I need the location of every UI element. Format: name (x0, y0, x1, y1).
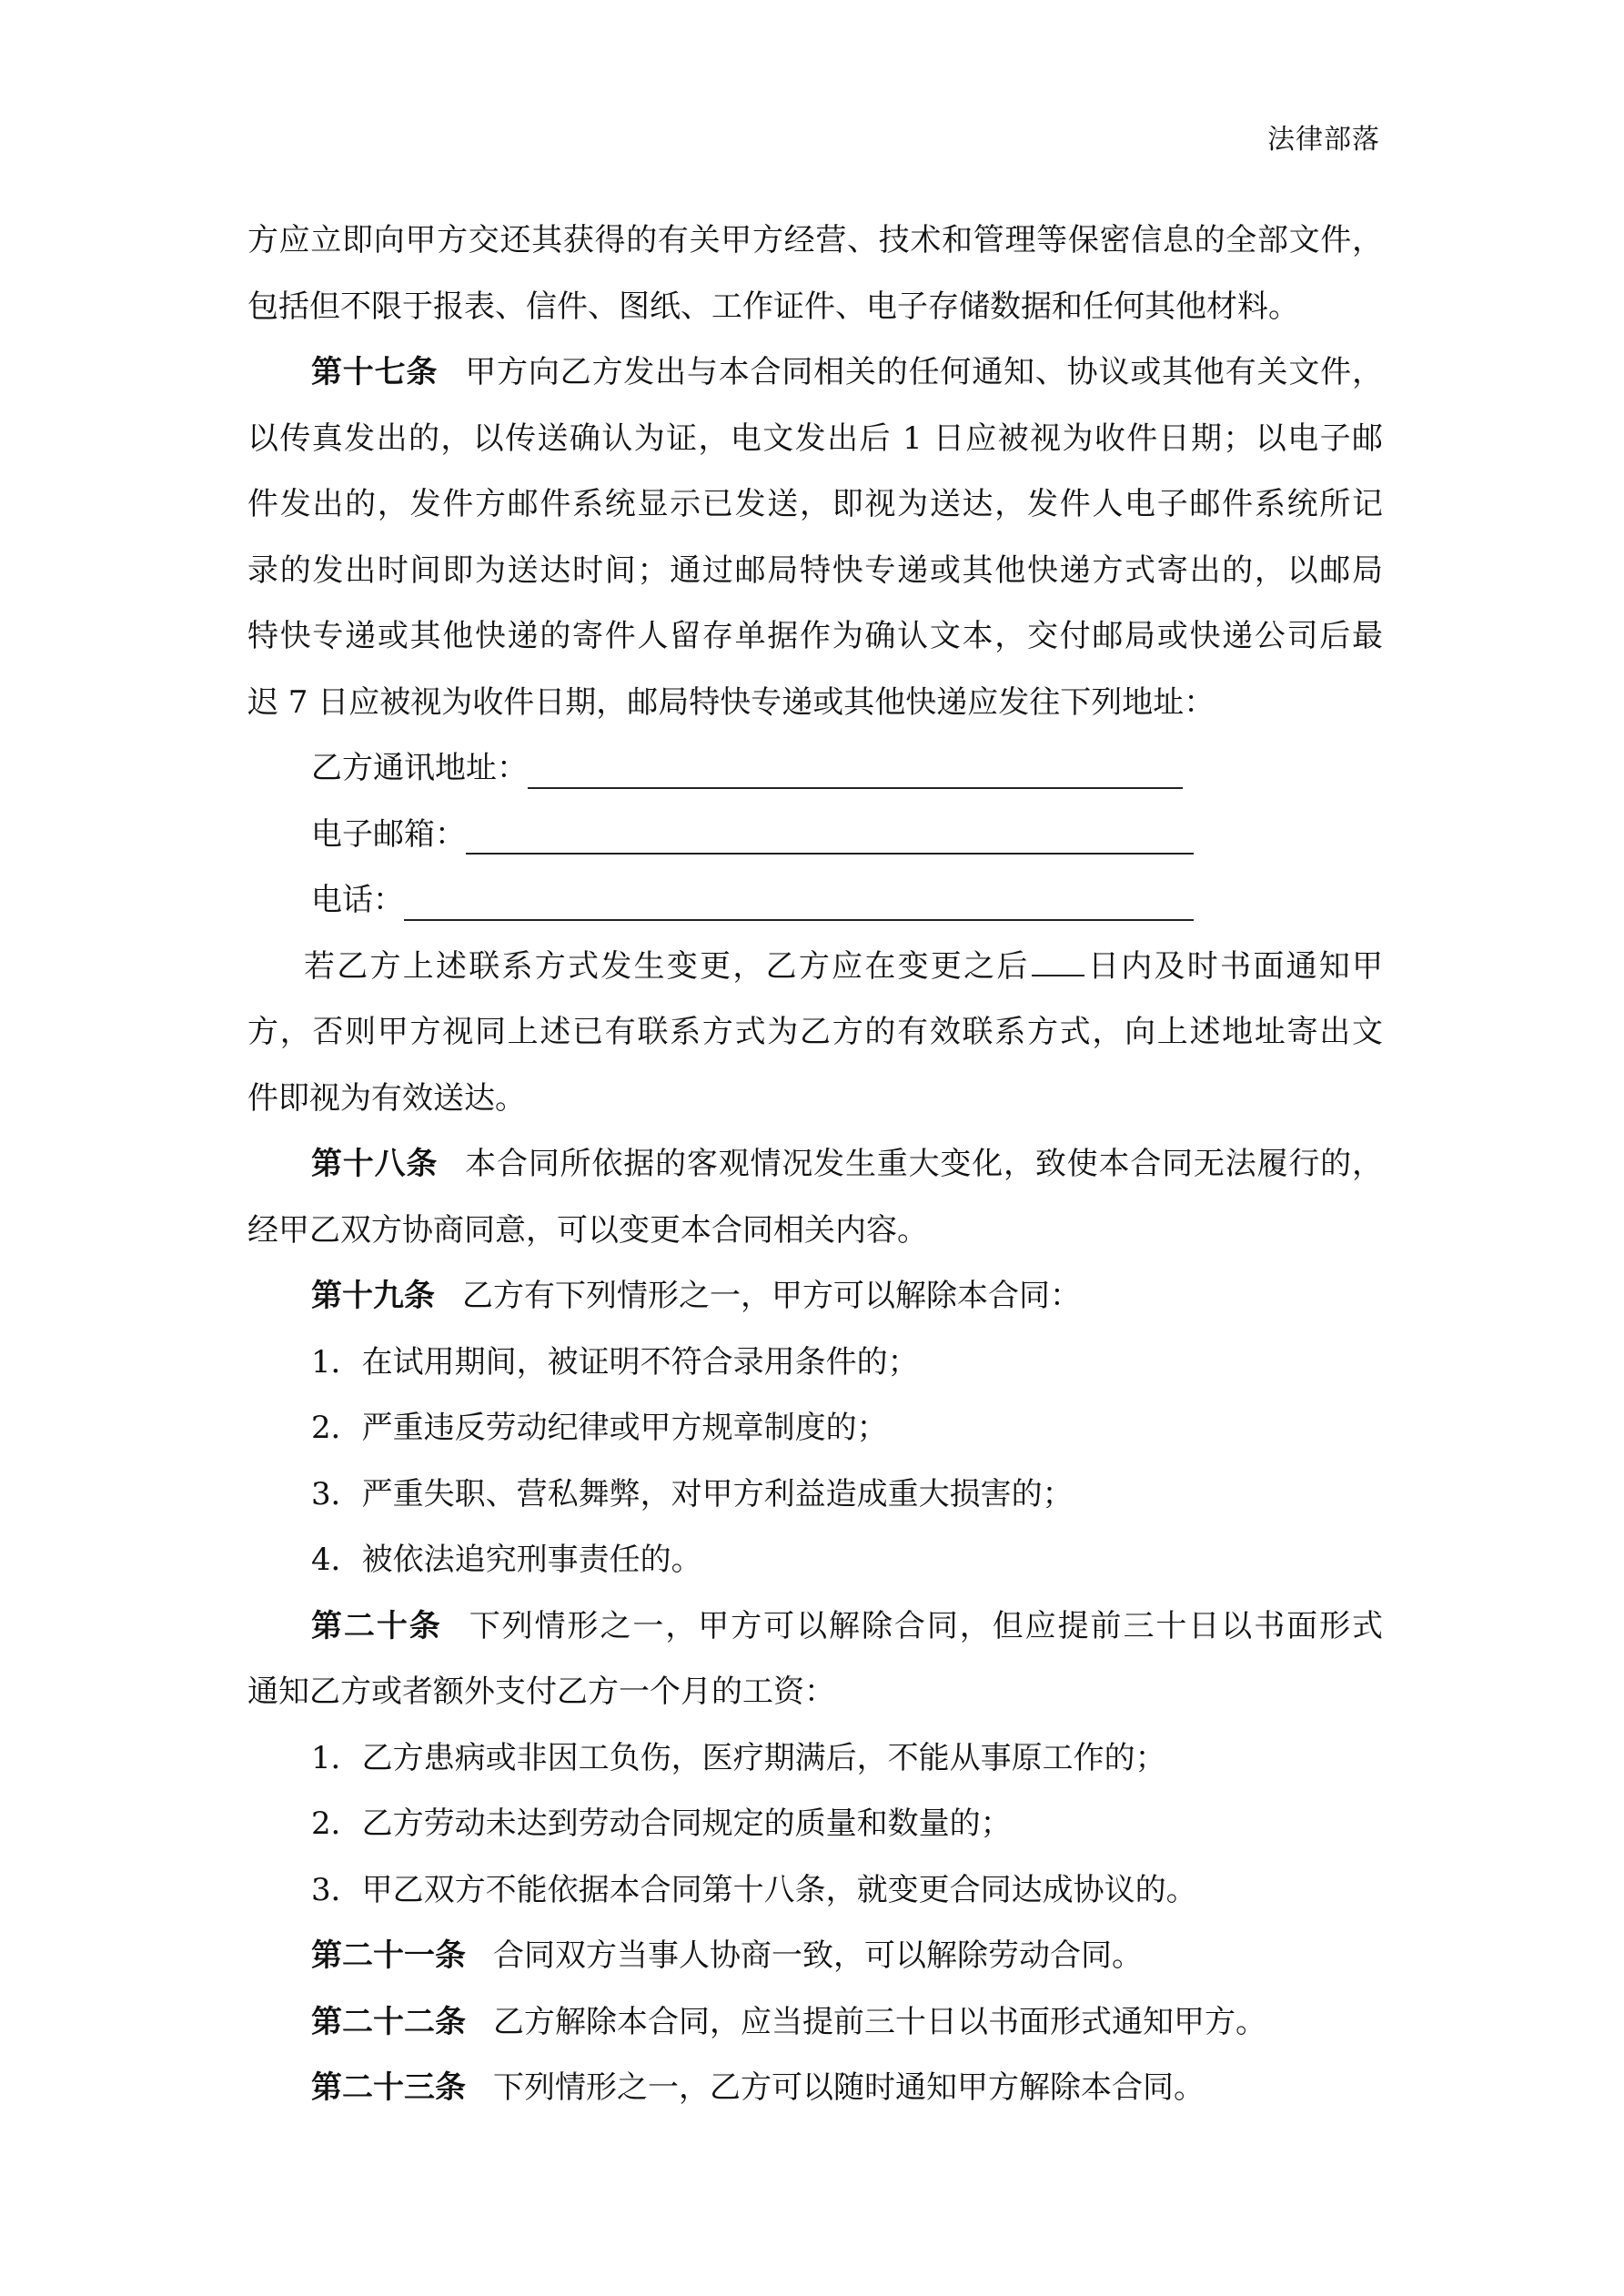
text-line: 方，否则甲方视同上述已有联系方式为乙方的有效联系方式，向上述地址寄出文 (247, 1014, 1383, 1050)
article-20-text: 下列情形之一，甲方可以解除合同，但应提前三十日以书面形式 (469, 1607, 1383, 1644)
text-line: 包括但不限于报表、信件、图纸、工作证件、电子存储数据和任何其他材料。 (247, 288, 1299, 325)
list-item: 2．乙方劳动未达到劳动合同规定的质量和数量的； (311, 1805, 1012, 1842)
change-notice-line (247, 934, 1383, 1000)
article-20-label: 第二十条 (311, 1607, 442, 1644)
article-22-line (247, 1989, 1383, 2056)
list-item: 2．严重违反劳动纪律或甲方规章制度的； (311, 1410, 888, 1446)
text-line: 件即视为有效送达。 (247, 1079, 526, 1117)
article-18-text: 本合同所依据的客观情况发生重大变化，致使本合同无法履行的， (465, 1146, 1383, 1182)
text-line: 录的发出时间即为送达时间；通过邮局特快专递或其他快递方式寄出的，以邮局 (247, 551, 1383, 589)
article-19-first-line (247, 1263, 1383, 1330)
text-line: 以传真发出的，以传送确认为证，电文发出后 1 日应被视为收件日期；以电子邮 (247, 420, 1383, 457)
article-17-first-line (247, 339, 1383, 406)
phone-label: 电话： (311, 882, 404, 918)
email-blank[interactable] (466, 811, 1194, 855)
address-label: 乙方通讯地址： (311, 750, 528, 786)
email-field[interactable] (247, 802, 1383, 868)
text-line: 特快专递或其他快递的寄件人留存单据作为确认文本，交付邮局或快递公司后最 (247, 618, 1383, 654)
text-line: 经甲乙双方协商同意，可以变更本合同相关内容。 (247, 1211, 928, 1249)
article-17-label: 第十七条 (311, 354, 439, 390)
change-notice-text: 日内及时书面通知甲 (1085, 947, 1383, 985)
list-item: 3．严重失职、营私舞弊，对甲方利益造成重大损害的； (311, 1475, 1074, 1512)
article-17-text: 甲方向乙方发出与本合同相关的任何通知、协议或其他有关文件， (465, 354, 1383, 390)
list-item: 1．乙方患病或非因工负伤，医疗期满后，不能从事原工作的； (311, 1739, 1166, 1776)
article-21-text: 合同双方当事人协商一致，可以解除劳动合同。 (493, 1937, 1143, 1974)
article-23-label: 第二十三条 (311, 2069, 466, 2106)
header-brand: 法律部落 (1267, 124, 1380, 156)
phone-field[interactable] (247, 867, 1383, 934)
article-22-text: 乙方解除本合同，应当提前三十日以书面形式通知甲方。 (493, 2003, 1266, 2040)
text-line: 通知乙方或者额外支付乙方一个月的工资： (247, 1674, 835, 1710)
change-notice-text: 若乙方上述联系方式发生变更，乙方应在变更之后 (304, 947, 1030, 985)
address-field[interactable] (247, 735, 1383, 802)
text-line: 迟 7 日应被视为收件日期，邮局特快专递或其他快递应发往下列地址： (247, 683, 1215, 721)
text-line: 方应立即向甲方交还其获得的有关甲方经营、技术和管理等保密信息的全部文件， (247, 222, 1383, 258)
phone-blank[interactable] (404, 877, 1194, 921)
article-20-first-line (247, 1593, 1383, 1660)
address-blank[interactable] (528, 745, 1183, 789)
document-body (247, 207, 1383, 2121)
text-line: 件发出的，发件方邮件系统显示已发送，即视为送达，发件人电子邮件系统所记 (247, 486, 1383, 522)
list-item: 1．在试用期间，被证明不符合录用条件的； (311, 1343, 919, 1381)
article-22-label: 第二十二条 (311, 2003, 466, 2040)
article-21-label: 第二十一条 (311, 1937, 466, 1974)
list-item: 4．被依法追究刑事责任的。 (311, 1542, 702, 1578)
article-23-text: 下列情形之一，乙方可以随时通知甲方解除本合同。 (493, 2069, 1205, 2106)
list-item: 3．甲乙双方不能依据本合同第十八条，就变更合同达成协议的。 (311, 1871, 1197, 1908)
article-21-line (247, 1923, 1383, 1989)
article-18-label: 第十八条 (311, 1146, 439, 1182)
email-label: 电子邮箱： (311, 815, 466, 853)
article-18-first-line (247, 1131, 1383, 1198)
article-19-text: 乙方有下列情形之一，甲方可以解除本合同： (462, 1278, 1081, 1314)
article-23-line (247, 2055, 1383, 2121)
article-19-label: 第十九条 (311, 1278, 435, 1314)
days-blank[interactable] (1032, 947, 1084, 976)
